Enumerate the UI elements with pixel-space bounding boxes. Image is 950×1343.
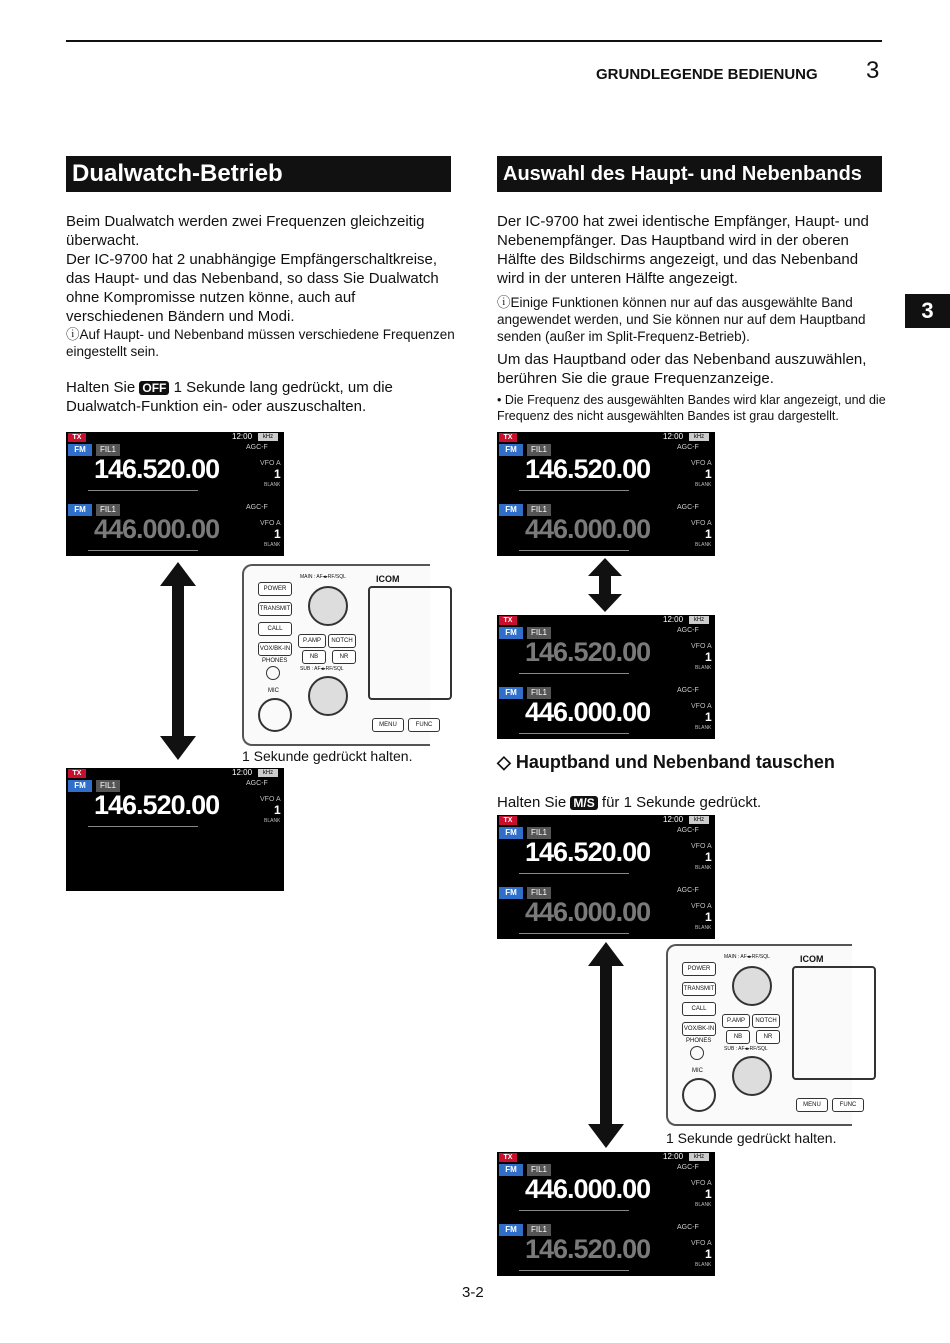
main-knob-label: MAIN : AF◂▸RF/SQL xyxy=(300,574,346,580)
filter-badge: FIL1 xyxy=(527,1224,551,1236)
vfo-number: 1 xyxy=(705,910,712,924)
transmit-button: TRANSMIT xyxy=(258,602,292,616)
transceiver-screen[interactable] xyxy=(497,615,715,739)
right-caption: 1 Sekunde gedrückt halten. xyxy=(666,1130,837,1146)
agc-label: AGC-F xyxy=(677,887,699,894)
clock: 12:00 xyxy=(232,768,253,777)
left-note: ⓘAuf Haupt- und Nebenband müssen verschiedene Frequenzen eingestellt sein. xyxy=(66,327,455,359)
display-frame xyxy=(792,966,876,1080)
tx-indicator: TX xyxy=(68,433,86,442)
vfo-number: 1 xyxy=(705,467,712,481)
sub-knob xyxy=(308,676,348,716)
vfo-label: VFO A xyxy=(691,843,712,850)
right-bullet: • Die Frequenz des ausgewählten Bandes wird klar angezeigt, und die Frequenz des nicht ausgewählten Bandes ist grau dargestellt. xyxy=(497,393,886,423)
frequency-display[interactable]: 446.000.00 xyxy=(525,897,651,927)
unit-badge: kHz xyxy=(689,433,709,441)
off-key-icon: OFF xyxy=(139,381,169,395)
tx-indicator: TX xyxy=(499,433,517,442)
clock: 12:00 xyxy=(663,815,684,824)
sub-knob-label: SUB : AF◂▸RF/SQL xyxy=(300,666,344,672)
mic-label: MIC xyxy=(268,688,279,694)
agc-label: AGC-F xyxy=(677,1224,699,1231)
s-meter xyxy=(519,733,629,734)
left-instruction: Halten Sie OFF 1 Sekunde lang gedrückt, um die Dualwatch-Funktion ein- oder auszuschalten. xyxy=(66,379,393,415)
frequency-display[interactable]: 446.000.00 xyxy=(525,697,651,727)
pamp-button: P.AMP xyxy=(298,634,326,648)
mode-badge: FM xyxy=(499,827,523,839)
mode-badge: FM xyxy=(499,444,523,456)
filter-badge: FIL1 xyxy=(96,780,120,792)
blank-label: BLANK xyxy=(695,865,712,871)
agc-label: AGC-F xyxy=(677,444,699,451)
vfo-number: 1 xyxy=(705,710,712,724)
agc-label: AGC-F xyxy=(677,1164,699,1171)
mic-label: MIC xyxy=(692,1068,703,1074)
mode-badge: FM xyxy=(68,444,92,456)
section-heading-dualwatch: Dualwatch-Betrieb xyxy=(66,156,451,192)
unit-badge: kHz xyxy=(689,616,709,624)
s-meter xyxy=(88,550,198,551)
nb-button: NB xyxy=(302,650,326,664)
vfo-label: VFO A xyxy=(691,1180,712,1187)
side-tab: 3 xyxy=(905,294,950,328)
vfo-label: VFO A xyxy=(260,520,281,527)
vfo-number: 1 xyxy=(274,467,281,481)
notch-button: NOTCH xyxy=(328,634,356,648)
front-panel-illustration xyxy=(242,564,433,746)
right-note: ⓘEinige Funktionen können nur auf das ausgewählte Band angewendet werden, und Sie können nur auf dem Hauptband senden (außer im Split-Frequenz-Betrieb). xyxy=(497,295,866,344)
filter-badge: FIL1 xyxy=(527,887,551,899)
vfo-label: VFO A xyxy=(691,520,712,527)
vox-button: VOX/BK-IN xyxy=(682,1022,716,1036)
transceiver-screen[interactable] xyxy=(66,432,284,556)
sub-knob xyxy=(732,1056,772,1096)
vfo-label: VFO A xyxy=(691,643,712,650)
frequency-display[interactable]: 146.520.00 xyxy=(525,837,651,867)
notch-button: NOTCH xyxy=(752,1014,780,1028)
transceiver-screen[interactable] xyxy=(497,815,715,939)
clock: 12:00 xyxy=(663,615,684,624)
left-paragraph-1: Beim Dualwatch werden zwei Frequenzen gleichzeitig überwacht. xyxy=(66,213,425,249)
filter-badge: FIL1 xyxy=(527,1164,551,1176)
frequency-display[interactable]: 146.520.00 xyxy=(94,454,220,484)
transmit-button: TRANSMIT xyxy=(682,982,716,996)
nr-button: NR xyxy=(332,650,356,664)
frequency-display[interactable]: 446.000.00 xyxy=(94,514,220,544)
unit-badge: kHz xyxy=(689,816,709,824)
phones-label: PHONES xyxy=(262,658,288,664)
filter-badge: FIL1 xyxy=(527,827,551,839)
agc-label: AGC-F xyxy=(677,687,699,694)
transceiver-screen[interactable] xyxy=(66,768,284,891)
sub-knob-label: SUB : AF◂▸RF/SQL xyxy=(724,1046,768,1052)
chapter-title: GRUNDLEGENDE BEDIENUNG xyxy=(596,66,818,83)
agc-label: AGC-F xyxy=(246,780,268,787)
main-knob-label: MAIN : AF◂▸RF/SQL xyxy=(724,954,770,960)
icom-logo: ICOM xyxy=(800,954,824,964)
blank-label: BLANK xyxy=(695,1262,712,1268)
s-meter xyxy=(88,490,198,491)
unit-badge: kHz xyxy=(689,1153,709,1161)
front-panel-illustration xyxy=(666,944,857,1126)
vfo-number: 1 xyxy=(705,1247,712,1261)
agc-label: AGC-F xyxy=(677,504,699,511)
vfo-label: VFO A xyxy=(691,460,712,467)
mode-badge: FM xyxy=(499,687,523,699)
right-instruction: Halten Sie M/S für 1 Sekunde gedrückt. xyxy=(497,794,762,811)
tx-indicator: TX xyxy=(499,616,517,625)
frequency-display[interactable]: 146.520.00 xyxy=(525,1234,651,1264)
vfo-label: VFO A xyxy=(260,796,281,803)
menu-button: MENU xyxy=(372,718,404,732)
diamond-icon: ◇ xyxy=(497,752,511,772)
blank-label: BLANK xyxy=(695,1202,712,1208)
pamp-button: P.AMP xyxy=(722,1014,750,1028)
power-button: POWER xyxy=(258,582,292,596)
icom-logo: ICOM xyxy=(376,574,400,584)
section-heading-band-select: Auswahl des Haupt- und Nebenbands xyxy=(497,156,882,192)
vfo-label: VFO A xyxy=(691,703,712,710)
blank-label: BLANK xyxy=(264,818,281,824)
transceiver-screen[interactable] xyxy=(497,432,715,556)
info-icon: ⓘ xyxy=(66,327,80,342)
tx-indicator: TX xyxy=(499,1153,517,1162)
filter-badge: FIL1 xyxy=(527,504,551,516)
phones-label: PHONES xyxy=(686,1038,712,1044)
page-number: 3-2 xyxy=(462,1284,484,1301)
left-caption: 1 Sekunde gedrückt halten. xyxy=(242,748,413,764)
blank-label: BLANK xyxy=(695,665,712,671)
unit-badge: kHz xyxy=(258,433,278,441)
double-arrow-icon xyxy=(588,942,624,1148)
tx-indicator: TX xyxy=(499,816,517,825)
mic-connector xyxy=(258,698,292,732)
filter-badge: FIL1 xyxy=(96,504,120,516)
call-button: CALL xyxy=(682,1002,716,1016)
info-icon: ⓘ xyxy=(497,295,511,310)
right-paragraph-2: Um das Hauptband oder das Nebenband auszuwählen, berühren Sie die graue Frequenzanzeige. xyxy=(497,351,867,387)
double-arrow-icon xyxy=(160,562,196,760)
nr-button: NR xyxy=(756,1030,780,1044)
mode-badge: FM xyxy=(499,887,523,899)
s-meter xyxy=(519,673,629,674)
display-frame xyxy=(368,586,452,700)
mode-badge: FM xyxy=(499,627,523,639)
mic-connector xyxy=(682,1078,716,1112)
s-meter xyxy=(519,873,629,874)
s-meter xyxy=(519,490,629,491)
frequency-display[interactable]: 446.000.00 xyxy=(525,1174,651,1204)
header-rule xyxy=(66,40,882,42)
vfo-number: 1 xyxy=(705,527,712,541)
menu-button: MENU xyxy=(796,1098,828,1112)
phones-jack xyxy=(266,666,280,680)
nb-button: NB xyxy=(726,1030,750,1044)
func-button: FUNC xyxy=(408,718,440,732)
s-meter xyxy=(519,550,629,551)
vfo-number: 1 xyxy=(705,1187,712,1201)
blank-label: BLANK xyxy=(695,925,712,931)
vox-button: VOX/BK-IN xyxy=(258,642,292,656)
mode-badge: FM xyxy=(499,1164,523,1176)
vfo-label: VFO A xyxy=(260,460,281,467)
frequency-display[interactable]: 146.520.00 xyxy=(525,454,651,484)
agc-label: AGC-F xyxy=(246,504,268,511)
ms-key-icon: M/S xyxy=(570,796,597,810)
mode-badge: FM xyxy=(68,780,92,792)
mode-badge: FM xyxy=(68,504,92,516)
s-meter xyxy=(519,1210,629,1211)
power-button: POWER xyxy=(682,962,716,976)
mode-badge: FM xyxy=(499,1224,523,1236)
agc-label: AGC-F xyxy=(246,444,268,451)
clock: 12:00 xyxy=(663,1152,684,1161)
blank-label: BLANK xyxy=(695,725,712,731)
filter-badge: FIL1 xyxy=(96,444,120,456)
blank-label: BLANK xyxy=(695,542,712,548)
tx-indicator: TX xyxy=(68,769,86,778)
s-meter xyxy=(519,1270,629,1271)
blank-label: BLANK xyxy=(264,542,281,548)
filter-badge: FIL1 xyxy=(527,687,551,699)
filter-badge: FIL1 xyxy=(527,627,551,639)
vfo-label: VFO A xyxy=(691,903,712,910)
blank-label: BLANK xyxy=(264,482,281,488)
frequency-display[interactable]: 146.520.00 xyxy=(94,790,220,820)
agc-label: AGC-F xyxy=(677,827,699,834)
chapter-number: 3 xyxy=(866,57,880,84)
filter-badge: FIL1 xyxy=(527,444,551,456)
left-paragraph-2: Der IC-9700 hat 2 unabhängige Empfängerschaltkreise, das Haupt- und das Nebenband, so dass Sie Dualwatch ohne Kompromisse nutzen könne, auch auf verschiedenen Bändern und Modi. xyxy=(66,251,439,325)
right-paragraph-1: Der IC-9700 hat zwei identische Empfänger, Haupt- und Nebenempfänger. Das Hauptband wird in der oberen Hälfte des Bildschirms angezeigt, und das Nebenband wird in der unteren Hälfte angezeigt. xyxy=(497,213,869,287)
subheading-swap: ◇ Hauptband und Nebenband tauschen xyxy=(497,752,835,772)
vfo-label: VFO A xyxy=(691,1240,712,1247)
main-knob xyxy=(732,966,772,1006)
frequency-display[interactable]: 446.000.00 xyxy=(525,514,651,544)
vfo-number: 1 xyxy=(705,650,712,664)
vfo-number: 1 xyxy=(274,527,281,541)
call-button: CALL xyxy=(258,622,292,636)
clock: 12:00 xyxy=(663,432,684,441)
double-arrow-icon xyxy=(588,558,622,612)
vfo-number: 1 xyxy=(274,803,281,817)
clock: 12:00 xyxy=(232,432,253,441)
transceiver-screen[interactable] xyxy=(497,1152,715,1276)
agc-label: AGC-F xyxy=(677,627,699,634)
unit-badge: kHz xyxy=(258,769,278,777)
vfo-number: 1 xyxy=(705,850,712,864)
mode-badge: FM xyxy=(499,504,523,516)
frequency-display[interactable]: 146.520.00 xyxy=(525,637,651,667)
blank-label: BLANK xyxy=(695,482,712,488)
s-meter xyxy=(88,826,198,827)
main-knob xyxy=(308,586,348,626)
func-button: FUNC xyxy=(832,1098,864,1112)
s-meter xyxy=(519,933,629,934)
phones-jack xyxy=(690,1046,704,1060)
